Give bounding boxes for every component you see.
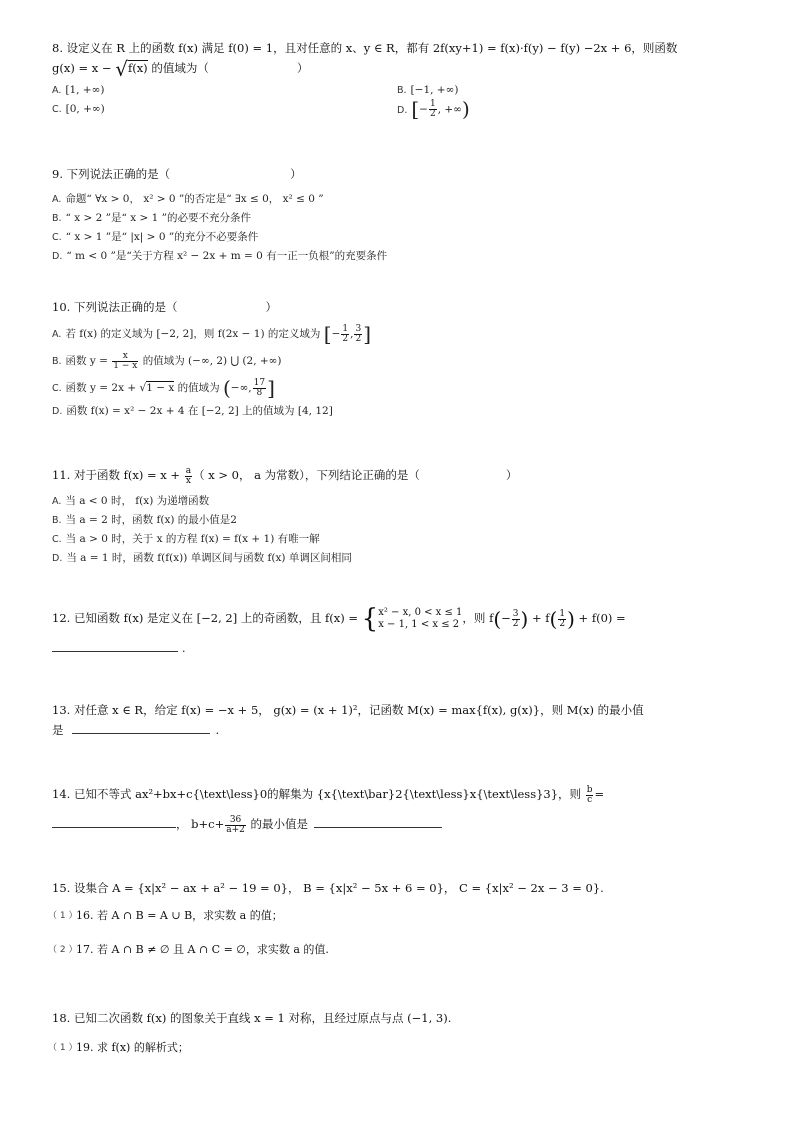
question-11 — [52, 462, 754, 568]
paren-close-icon: ) — [567, 607, 575, 631]
q10-option-c[interactable]: C. 函数 y = 2x + √1 − x 的值域为 (−∞, $\frac{17}{8}$ ] — [52, 376, 275, 400]
q10-a-fraction-1: $\frac{1}{2}$ — [342, 323, 349, 344]
q9-option-a[interactable] — [52, 190, 754, 209]
option-text: “ m < 0 ”是“关于方程 x² − 2x + m = 0 有一正一负根”的充要条件 — [66, 250, 388, 262]
q11-option-b[interactable] — [52, 511, 754, 530]
option-letter: A. — [52, 85, 62, 96]
sqrt-icon: √ — [115, 57, 128, 81]
question-10 — [52, 297, 754, 421]
q8-option-b[interactable] — [397, 81, 742, 100]
paren-open-icon: ( — [549, 607, 558, 631]
q8-sqrt-content: f(x) — [127, 61, 148, 75]
question-8-stem: 8. 设定义在 R 上的函数 f(x) 满足 f(0) = 1，且对任意的 x、y ∈ R，都有 2f(xy+1) = f(x)·f(y) − f(y) −2x + 6，则函数 — [52, 41, 678, 55]
option-letter: D. — [52, 553, 63, 564]
q12-piecewise: x² − x, 0 < x ≤ 1 x − 1, 1 < x ≤ 2 — [378, 607, 463, 630]
question-18-stem: 18. 已知二次函数 f(x) 的图象关于直线 x = 1 对称，且经过原点与点 (−1, 3). — [52, 1011, 452, 1025]
q11-option-c[interactable] — [52, 530, 754, 549]
q14-answer-line: ， b+c+ $\frac{36}{a+2}$ 的最小值是 — [52, 810, 754, 838]
q12-answer-blank[interactable] — [52, 639, 178, 652]
paren-open-icon: ( — [493, 607, 502, 631]
q14-fraction-bc: $\frac{b}{c}$ — [586, 784, 593, 805]
q9-option-c[interactable] — [52, 228, 754, 247]
option-text: 当 a = 1 时，函数 f(f(x)) 单调区间与函数 f(x) 单调区间相同 — [66, 552, 352, 564]
q9-option-d[interactable] — [52, 247, 754, 266]
q18-subquestion-1: （ 1 ）19. 求 f(x) 的解析式； — [48, 1041, 189, 1054]
option-letter: D. — [397, 104, 408, 116]
q8-gx: g(x) = x − — [52, 61, 116, 75]
option-letter: D. — [52, 406, 63, 417]
q12-answer-line: . — [52, 639, 754, 655]
q10-b-fraction: $\frac{x}{1 - x}$ — [113, 350, 138, 371]
question-11-stem: 11. 对于函数 f(x) = x + $\frac{a}{x}$ （ x > 0， a 为常数），下列结论正确的是（ ） — [52, 465, 518, 486]
option-text: 函数 f(x) = x² − 2x + 4 在 [−2, 2] 上的值域为 [4, 12] — [66, 405, 333, 417]
question-15-stem: 15. 设集合 A = {x|x² − ax + a² − 19 = 0}， B = {x|x² − 5x + 6 = 0}， C = {x|x² − 2x − 3 = 0}. — [52, 881, 604, 895]
q8-option-a[interactable] — [52, 81, 397, 100]
q10-option-a[interactable]: A. 若 f(x) 的定义域为 [−2, 2]，则 f(2x − 1) 的定义域为 [− $\frac{1}{2}$ , $\frac{3}{2}$ ] — [52, 322, 371, 346]
option-text: 当 a > 0 时，关于 x 的方程 f(x) = f(x + 1) 有唯一解 — [65, 533, 320, 545]
q15-subquestion-2: （ 2 ）17. 若 A ∩ B ≠ ∅ 且 A ∩ C = ∅，求实数 a 的值. — [48, 943, 329, 956]
paren-close-icon: ) — [461, 97, 470, 121]
option-text: 函数 y = — [65, 355, 112, 367]
paren-close-icon: ) — [520, 607, 529, 631]
q8-paren-close: ） — [296, 61, 309, 75]
option-letter: D. — [52, 251, 63, 262]
q13-answer-line: 是 . — [52, 723, 220, 737]
option-letter: C. — [52, 383, 62, 394]
question-13 — [52, 700, 754, 740]
option-text: 的值域为 — [174, 382, 223, 394]
q11-option-a[interactable] — [52, 492, 754, 511]
question-10-stem: 10. 下列说法正确的是（ ） — [52, 300, 277, 314]
bracket-open-icon: [ — [323, 322, 332, 346]
q11-option-d[interactable] — [52, 549, 754, 568]
bracket-close-icon: ] — [267, 376, 275, 400]
option-letter: A. — [52, 496, 62, 507]
question-8 — [52, 38, 754, 120]
q14-answer-blank-2[interactable] — [314, 815, 442, 828]
option-text: − — [419, 103, 428, 116]
q13-answer-blank[interactable] — [72, 721, 210, 734]
option-letter: C. — [52, 104, 62, 115]
question-8-stem-line2 — [52, 58, 754, 79]
option-text: [0, +∞) — [65, 103, 105, 115]
option-text: [−1, +∞) — [410, 84, 459, 96]
q12-fraction-1: $\frac{3}{2}$ — [512, 608, 519, 629]
option-letter: B. — [52, 356, 62, 367]
option-letter: B. — [397, 85, 407, 96]
question-12-stem: 12. 已知函数 f(x) 是定义在 [−2, 2] 上的奇函数，且 f(x) = { x² − x, 0 < x ≤ 1 x − 1, 1 < x ≤ 2 ，则 f(− $\frac{3}{2}$ ) + f( $\frac{1}{2}$ ) + f(0) = — [52, 604, 626, 634]
bracket-open-icon: [ — [411, 97, 420, 121]
brace-icon: { — [361, 604, 379, 634]
option-text: 当 a < 0 时， f(x) 为递增函数 — [65, 495, 210, 507]
option-letter: C. — [52, 534, 62, 545]
q14-fraction-36: $\frac{36}{a+2}$ — [226, 814, 245, 835]
q8-d-fraction: $\frac{1}{2}$ — [429, 99, 436, 119]
question-15 — [48, 878, 754, 960]
q8-option-d[interactable] — [397, 97, 742, 121]
q11-fraction: $\frac{a}{x}$ — [185, 465, 192, 486]
option-text: 函数 y = 2x + — [65, 382, 140, 394]
q10-a-fraction-2: $\frac{3}{2}$ — [355, 323, 362, 344]
paren-open-icon: ( — [222, 376, 231, 400]
option-text: “ x > 2 ”是“ x > 1 ”的必要不充分条件 — [65, 212, 252, 224]
option-text: 命题“ ∀x > 0， x² > 0 ”的否定是“ ∃x ≤ 0， x² ≤ 0 ” — [65, 193, 324, 205]
q8-option-c[interactable] — [52, 100, 397, 120]
bracket-close-icon: ] — [363, 322, 371, 346]
question-14 — [52, 782, 754, 838]
option-letter: A. — [52, 329, 62, 340]
option-text: [1, +∞) — [65, 84, 105, 96]
q10-c-sqrt: 1 − x — [146, 382, 175, 394]
option-text: 的值域为 (−∞, 2) ⋃ (2, +∞) — [139, 355, 282, 367]
sqrt-icon: √ — [139, 382, 147, 394]
question-14-stem: 14. 已知不等式 ax²+bx+c{\text\less}0的解集为 {x{\text\bar}2{\text\less}x{\text\less}3}，则 $\frac{b}{c}$ = — [52, 784, 605, 805]
option-letter: A. — [52, 194, 62, 205]
option-text: 当 a = 2 时，函数 f(x) 的最小值是2 — [65, 514, 237, 526]
question-9-stem: 9. 下列说法正确的是（ ） — [52, 167, 302, 181]
q15-subquestion-1: （ 1 ）16. 若 A ∩ B = A ∪ B，求实数 a 的值； — [48, 909, 283, 922]
q9-option-b[interactable] — [52, 209, 754, 228]
q10-option-b[interactable] — [52, 348, 754, 375]
q14-answer-blank-1[interactable] — [52, 815, 176, 828]
q8-range-label: 的值域为（ — [147, 61, 209, 75]
question-18 — [48, 1008, 754, 1058]
option-text: 若 f(x) 的定义域为 [−2, 2]，则 f(2x − 1) 的定义域为 — [65, 328, 324, 340]
option-text: “ x > 1 ”是“ |x| > 0 ”的充分不必要条件 — [65, 231, 259, 243]
q10-option-d[interactable] — [52, 402, 754, 421]
option-letter: B. — [52, 213, 62, 224]
q10-c-fraction: $\frac{17}{8}$ — [253, 377, 266, 398]
question-12 — [52, 604, 754, 655]
option-letter: B. — [52, 515, 62, 526]
question-13-stem: 13. 对任意 x ∈ R，给定 f(x) = −x + 5， g(x) = (x + 1)²，记函数 M(x) = max{f(x), g(x)}，则 M(x) 的最小值 — [52, 703, 644, 717]
option-text: , +∞ — [437, 103, 462, 116]
question-9 — [52, 164, 754, 266]
q12-fraction-2: $\frac{1}{2}$ — [559, 608, 566, 629]
option-letter: C. — [52, 232, 62, 243]
